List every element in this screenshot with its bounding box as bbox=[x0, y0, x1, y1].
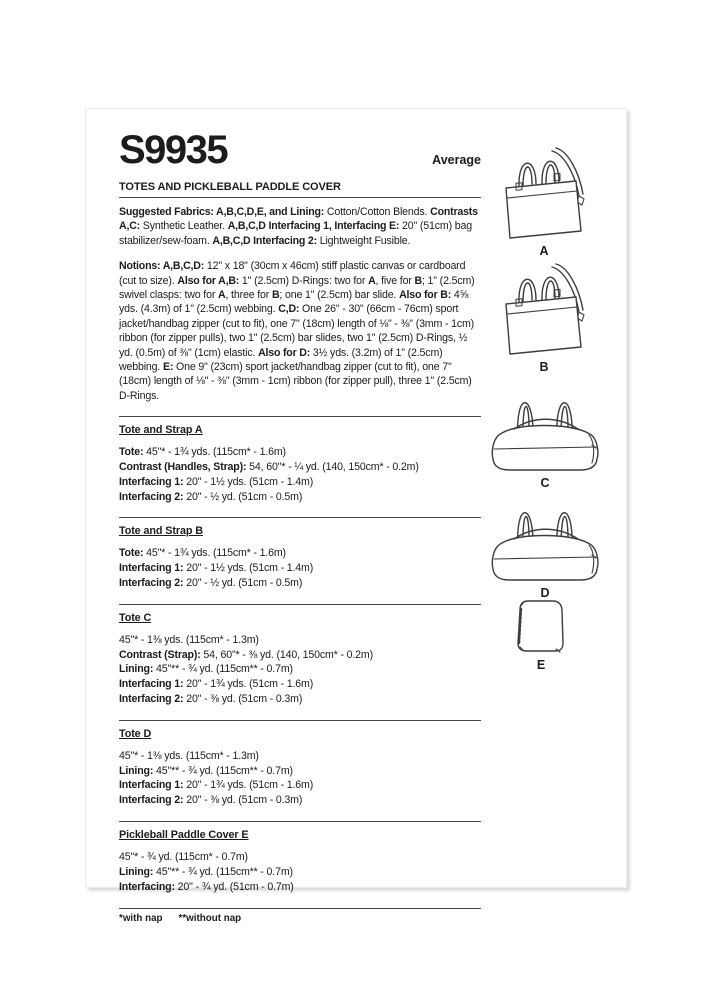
yardage-lines bbox=[119, 850, 481, 894]
yardage-line: Interfacing 1: 20" - 1¾ yds. (51cm - 1.6m) bbox=[119, 678, 314, 691]
yardage-lines bbox=[119, 445, 481, 504]
yardage-line: Lining: 45"** - ¾ yd. (115cm** - 0.7m) bbox=[119, 663, 293, 676]
yardage-lines bbox=[119, 546, 481, 590]
view-c-figure bbox=[488, 383, 602, 490]
suggested-fabrics-paragraph: Suggested Fabrics: A,B,C,D,E, and Lining: Cotton/Cotton Blends. Contrasts A,C: Synthetic Leather. A,B,C,D Interfacing 1, Interfacing E: 20" (51cm) bag stabilizer/sew-foam. A,B,C,D Interfacing 2: Lightweight Fusible. bbox=[119, 206, 478, 247]
tote-a-illustration bbox=[496, 145, 592, 241]
pattern-title: TOTES AND PICKLEBALL PADDLE COVER bbox=[119, 181, 481, 198]
section-heading: Tote D bbox=[119, 727, 152, 740]
difficulty-rating: Average bbox=[432, 153, 481, 167]
yardage-lines bbox=[119, 749, 481, 808]
view-d-figure bbox=[488, 493, 602, 600]
view-a-label: A bbox=[539, 244, 549, 258]
section-heading: Pickleball Paddle Cover E bbox=[119, 829, 249, 842]
view-illustrations-column bbox=[486, 109, 611, 889]
section-heading: Tote C bbox=[119, 611, 152, 624]
section-tote-and-strap-a bbox=[119, 416, 481, 504]
text-column bbox=[119, 129, 481, 924]
view-b-figure bbox=[496, 261, 592, 374]
tote-c-illustration bbox=[488, 383, 602, 473]
header bbox=[119, 129, 481, 171]
yardage-line: Interfacing 1: 20" - 1¾ yds. (51cm - 1.6m) bbox=[119, 779, 314, 792]
section-tote-c bbox=[119, 604, 481, 707]
pattern-envelope-back bbox=[85, 108, 627, 925]
view-c-label: C bbox=[540, 476, 550, 490]
section-pickleball-paddle-cover-e bbox=[119, 821, 481, 894]
with-nap-footnote: *with nap bbox=[119, 913, 163, 925]
yardage-line: Interfacing 2: 20" - ⅜ yd. (51cm - 0.3m) bbox=[119, 794, 303, 807]
yardage-line: Tote: 45"* - 1¾ yds. (115cm* - 1.6m) bbox=[119, 446, 286, 459]
yardage-lines bbox=[119, 633, 481, 707]
view-d-label: D bbox=[540, 586, 550, 600]
section-heading: Tote and Strap B bbox=[119, 525, 203, 538]
tote-d-illustration bbox=[488, 493, 602, 583]
without-nap-footnote: **without nap bbox=[178, 913, 242, 925]
yardage-line: Interfacing: 20" - ¾ yd. (51cm - 0.7m) bbox=[119, 880, 294, 893]
yardage-line: Contrast (Strap): 54, 60"* - ⅜ yd. (140, 150cm* - 0.2m) bbox=[119, 648, 373, 661]
view-a-figure bbox=[496, 145, 592, 258]
paddle-cover-e-illustration bbox=[512, 597, 570, 655]
view-e-label: E bbox=[536, 658, 546, 672]
section-tote-d bbox=[119, 720, 481, 808]
view-e-figure bbox=[512, 597, 570, 672]
section-heading: Tote and Strap A bbox=[119, 424, 203, 437]
section-tote-and-strap-b bbox=[119, 517, 481, 590]
yardage-line: Tote: 45"* - 1¾ yds. (115cm* - 1.6m) bbox=[119, 547, 286, 560]
yardage-line: Interfacing 1: 20" - 1½ yds. (51cm - 1.4m) bbox=[119, 562, 314, 575]
yardage-line: Interfacing 1: 20" - 1½ yds. (51cm - 1.4m) bbox=[119, 475, 314, 488]
yardage-line: Interfacing 2: 20" - ½ yd. (51cm - 0.5m) bbox=[119, 490, 303, 503]
nap-footnotes bbox=[119, 908, 481, 924]
pattern-number: S9935 bbox=[119, 128, 228, 172]
yardage-line: Contrast (Handles, Strap): 54, 60"* - ¼ yd. (140, 150cm* - 0.2m) bbox=[119, 461, 419, 474]
notions-paragraph: Notions: A,B,C,D: 12" x 18" (30cm x 46cm) stiff plastic canvas or cardboard (cut to size). Also for A,B: 1" (2.5cm) D-Rings: two for A, five for B; 1" (2.5cm) swivel clasps: two for A, three for B; one 1" (2.5cm) bar slide. Also for B: 4⅝ yds. (4.3m) of 1" (2.5cm) webbing. C,D: One 26" - 30" (66cm - 76cm) sport jacket/handbag zipper (cut to fit), one 7" (18cm) length of ⅛" - ⅜" (3mm - 1cm) ribbon (for zipper pulls), two 1" (2.5cm) bar slides, two 1" (2.5cm) D-Rings, ½ yd. (0.5m) of ⅜" (1cm) elastic. Also for D: 3½ yds. (3.2m) of 1" (2.5cm) webbing. E: One 9" (23cm) sport jacket/handbag zipper (cut to fit), one 7" (18cm) length of ⅛" - ⅜" (3mm - 1cm) ribbon (for zipper pull), three 1" (2.5cm) D-Rings. bbox=[119, 260, 475, 402]
yardage-line: Lining: 45"** - ¾ yd. (115cm** - 0.7m) bbox=[119, 865, 293, 878]
tote-b-illustration bbox=[496, 261, 592, 357]
yardage-line: 45"* - 1⅜ yds. (115cm* - 1.3m) bbox=[119, 633, 259, 646]
yardage-line: Interfacing 2: 20" - ⅜ yd. (51cm - 0.3m) bbox=[119, 693, 303, 706]
yardage-line: Lining: 45"** - ¾ yd. (115cm** - 0.7m) bbox=[119, 764, 293, 777]
view-b-label: B bbox=[539, 360, 549, 374]
yardage-line: 45"* - 1⅜ yds. (115cm* - 1.3m) bbox=[119, 749, 259, 762]
yardage-line: Interfacing 2: 20" - ½ yd. (51cm - 0.5m) bbox=[119, 577, 303, 590]
yardage-line: 45"* - ¾ yd. (115cm* - 0.7m) bbox=[119, 851, 248, 864]
